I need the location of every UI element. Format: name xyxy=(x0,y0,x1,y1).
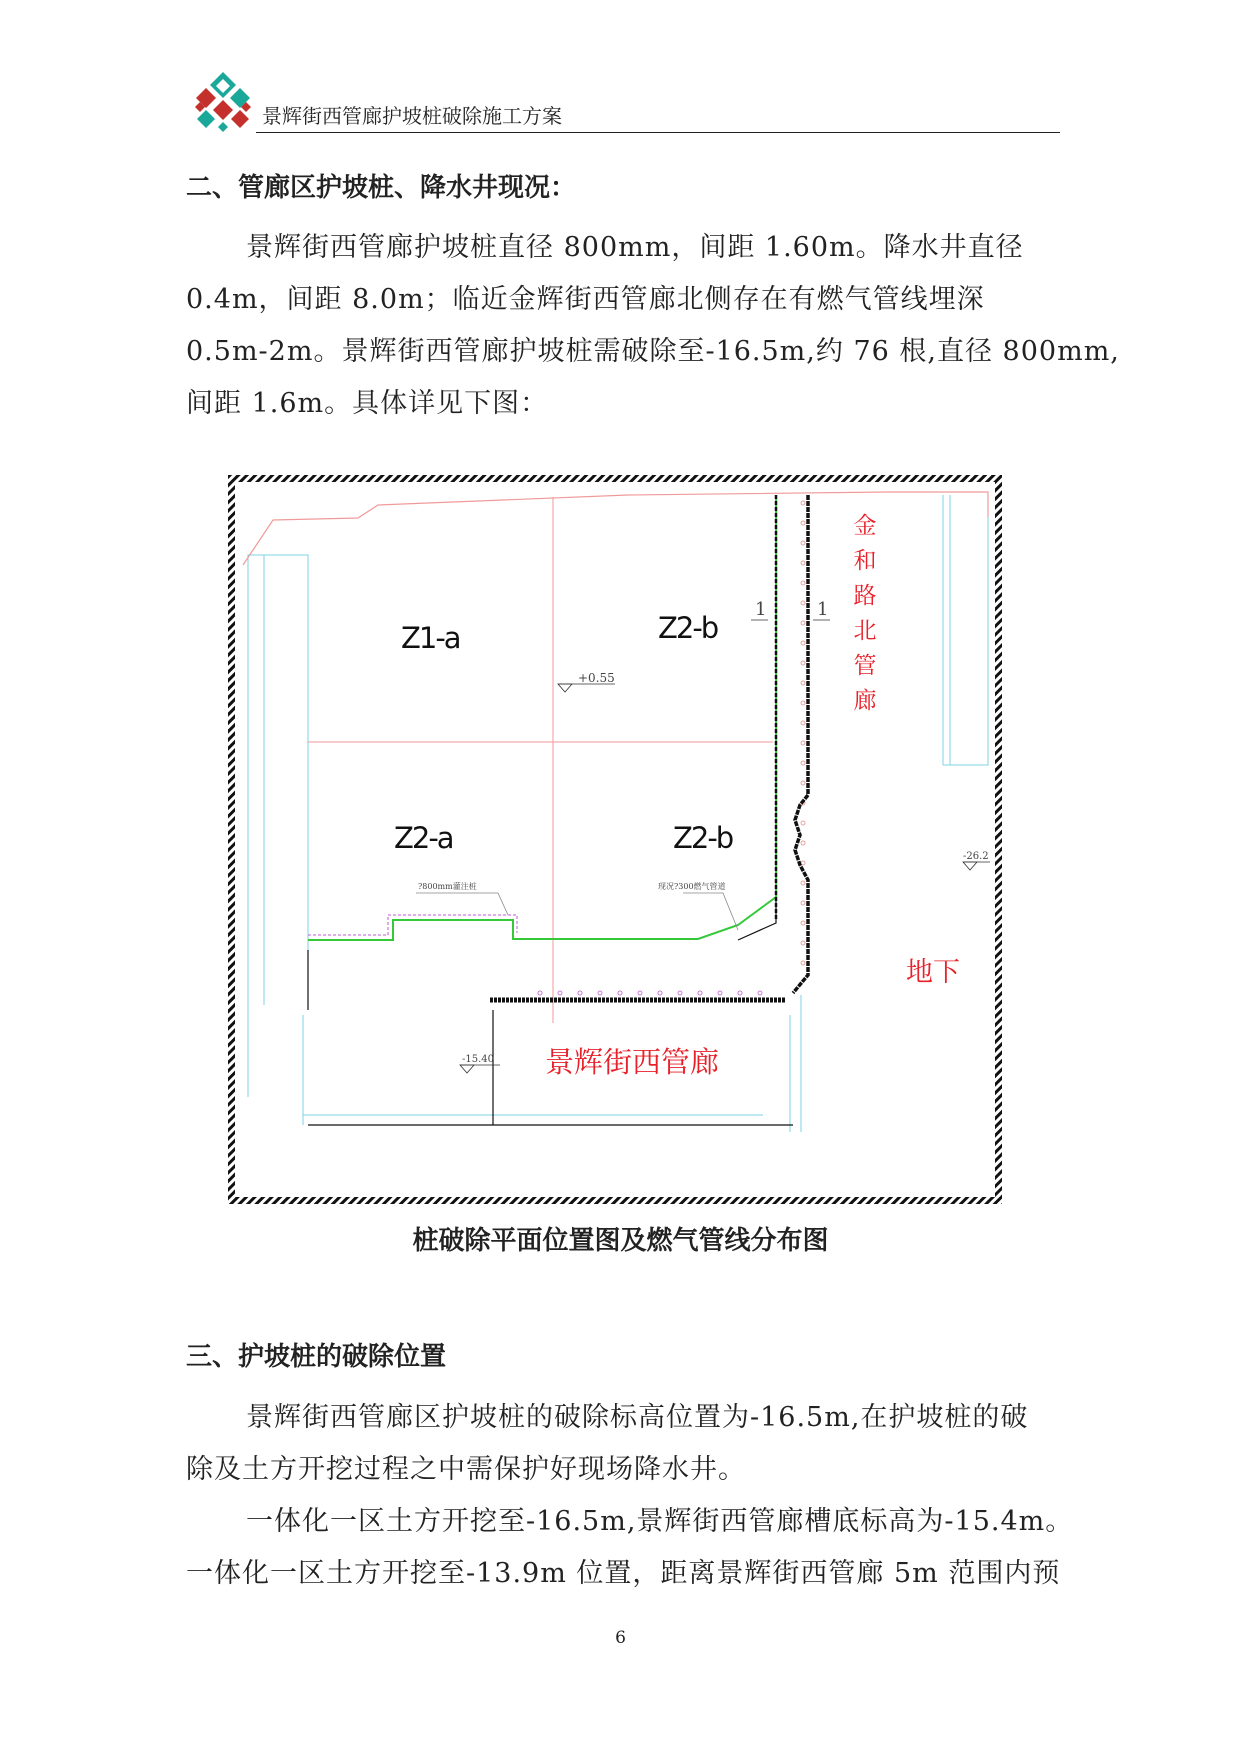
company-logo xyxy=(192,70,254,132)
section-3-line: 除及土方开挖过程之中需保护好现场降水井。 xyxy=(186,1454,746,1485)
section-3-heading: 三、护坡桩的破除位置 xyxy=(186,1342,447,1372)
elevation-label: -26.2 xyxy=(963,851,989,862)
zone-label: Z2-a xyxy=(394,821,453,855)
section-3-body xyxy=(186,1392,1074,1600)
zone-label: Z2-b xyxy=(658,611,718,645)
slope-mark: 1 xyxy=(817,599,829,620)
zone-label: Z1-a xyxy=(401,621,460,655)
north-corridor-label-char: 金 xyxy=(853,513,877,539)
north-corridor-label-char: 廊 xyxy=(853,688,877,714)
underground-label: 地下 xyxy=(906,957,960,988)
north-corridor-label-char: 和 xyxy=(853,548,877,574)
section-2-body xyxy=(186,222,1120,430)
section-2-line: 景辉街西管廊护坡桩直径 800mm，间距 1.60m。降水井直径 xyxy=(246,232,1024,263)
section-3-line: 景辉街西管廊区护坡桩的破除标高位置为-16.5m,在护坡桩的破 xyxy=(246,1402,1029,1433)
west-corridor-label: 景辉街西管廊 xyxy=(544,1045,720,1079)
page-number: 6 xyxy=(615,1628,626,1648)
pile-label: ?800mm灌注桩 xyxy=(418,882,477,891)
header-title: 景辉街西管廊护坡桩破除施工方案 xyxy=(262,104,562,128)
north-corridor-label-char: 路 xyxy=(853,583,877,609)
section-2-line: 间距 1.6m。具体详见下图： xyxy=(186,388,549,419)
section-3-line: 一体化一区土方开挖至-13.9m 位置，距离景辉街西管廊 5m 范围内预 xyxy=(186,1558,1061,1589)
zone-label: Z2-b xyxy=(673,821,733,855)
section-2-heading: 二、管廊区护坡桩、降水井现况： xyxy=(186,173,577,203)
slope-mark: 1 xyxy=(755,599,767,620)
north-corridor-label-char: 管 xyxy=(853,653,877,679)
gas-pipe-label: 现况?300燃气管道 xyxy=(658,882,726,891)
section-2-line: 0.5m-2m。景辉街西管廊护坡桩需破除至-16.5m,约 76 根,直径 800mm, xyxy=(186,336,1120,367)
header-rule xyxy=(256,132,1060,133)
north-corridor-label-char: 北 xyxy=(853,618,877,644)
figure-caption: 桩破除平面位置图及燃气管线分布图 xyxy=(412,1226,829,1256)
page-header xyxy=(192,62,1060,134)
section-2-line: 0.4m，间距 8.0m；临近金辉街西管廊北侧存在有燃气管线埋深 xyxy=(186,284,985,315)
section-3-line: 一体化一区土方开挖至-16.5m,景辉街西管廊槽底标高为-15.4m。 xyxy=(246,1506,1074,1537)
elevation-label: +0.55 xyxy=(578,671,615,685)
elevation-label: -15.40 xyxy=(462,1054,495,1065)
site-plan-drawing xyxy=(228,475,1002,1204)
